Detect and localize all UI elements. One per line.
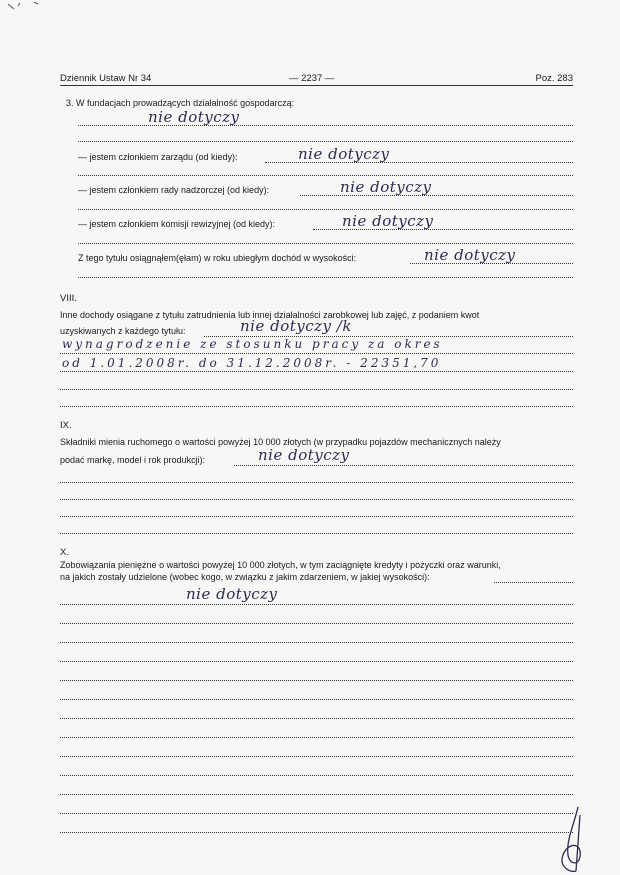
answer-line: [60, 482, 573, 483]
section10-line2: na jakich zostały udzielone (wobec kogo, w związku z jakim zdarzeniem, w jakiej wysokości):: [60, 572, 430, 582]
answer-line: [60, 406, 573, 407]
handwritten-answer: od 1.01.2008r. do 31.12.2008r. - 22351,70: [62, 356, 442, 370]
answer-line: [60, 680, 573, 681]
answer-line: [78, 209, 573, 210]
answer-line: [78, 141, 573, 142]
handwritten-answer: nie dotyczy: [340, 178, 432, 196]
answer-line: [60, 718, 573, 719]
page-header: [60, 73, 573, 86]
handwritten-answer: nie dotyczy: [298, 145, 390, 163]
section10-line1: Zobowiązania pieniężne o wartości powyżej 10 000 złotych, w tym zaciągnięte kredyty i pożyczki oraz warunki,: [60, 560, 501, 570]
answer-line: [60, 699, 573, 700]
section8-line1: Inne dochody osiągane z tytułu zatrudnienia lub innej działalności zarobkowej lub zajęć, z podaniem kwot: [60, 310, 480, 320]
answer-line: [60, 661, 573, 662]
section8-line2: uzyskiwanych z każdego tytułu:: [60, 326, 186, 336]
handwritten-answer: nie dotyczy: [424, 246, 516, 264]
section8-title: VIII.: [60, 293, 77, 304]
section3-income-question: Z tego tytułu osiągnąłem(ęłam) w roku ubiegłym dochód w wysokości:: [78, 253, 357, 263]
handwritten-answer: nie dotyczy: [148, 108, 240, 126]
signature-icon: [556, 805, 596, 875]
section9-title: IX.: [60, 420, 72, 431]
section3-intro: 3. W fundacjach prowadzących działalność gospodarczą:: [66, 98, 295, 108]
page-number: — 2237 —: [289, 73, 335, 84]
answer-line: [60, 353, 573, 354]
answer-line: [60, 737, 573, 738]
answer-line: [60, 832, 573, 833]
handwritten-answer: wynagrodzenie ze stosunku pracy za okres: [62, 337, 443, 351]
section3-q2: — jestem członkiem rady nadzorczej (od kiedy):: [78, 185, 270, 195]
answer-line: [60, 604, 573, 605]
answer-line: [60, 756, 573, 757]
answer-line: [78, 243, 573, 244]
answer-line: [60, 389, 573, 390]
answer-line: [494, 582, 573, 583]
position-number: Poz. 283: [535, 73, 573, 84]
journal-name: Dziennik Ustaw Nr 34: [60, 73, 152, 84]
answer-line: [60, 775, 573, 776]
section9-line2: podać markę, model i rok produkcji):: [60, 455, 206, 465]
section3-q1: — jestem członkiem zarządu (od kiedy):: [78, 152, 238, 162]
answer-line: [234, 465, 573, 466]
answer-line: [60, 533, 573, 534]
section9-line1: Składniki mienia ruchomego o wartości powyżej 10 000 złotych (w przypadku pojazdów mechanicznych należy: [60, 437, 501, 447]
section3-q3: — jestem członkiem komisji rewizyjnej (od kiedy):: [78, 219, 276, 229]
handwritten-answer: nie dotyczy: [342, 212, 434, 230]
section10-title: X.: [60, 547, 69, 558]
answer-line: [78, 175, 573, 176]
handwritten-answer: nie dotyczy: [258, 446, 350, 464]
handwritten-answer: nie dotyczy /k: [240, 317, 352, 335]
scan-mark-icon: [0, 0, 60, 20]
answer-line: [60, 371, 573, 372]
answer-line: [60, 813, 573, 814]
answer-line: [60, 499, 573, 500]
answer-line: [78, 277, 573, 278]
answer-line: [60, 794, 573, 795]
answer-line: [60, 516, 573, 517]
answer-line: [60, 623, 573, 624]
handwritten-answer: nie dotyczy: [186, 585, 278, 603]
answer-line: [60, 642, 573, 643]
